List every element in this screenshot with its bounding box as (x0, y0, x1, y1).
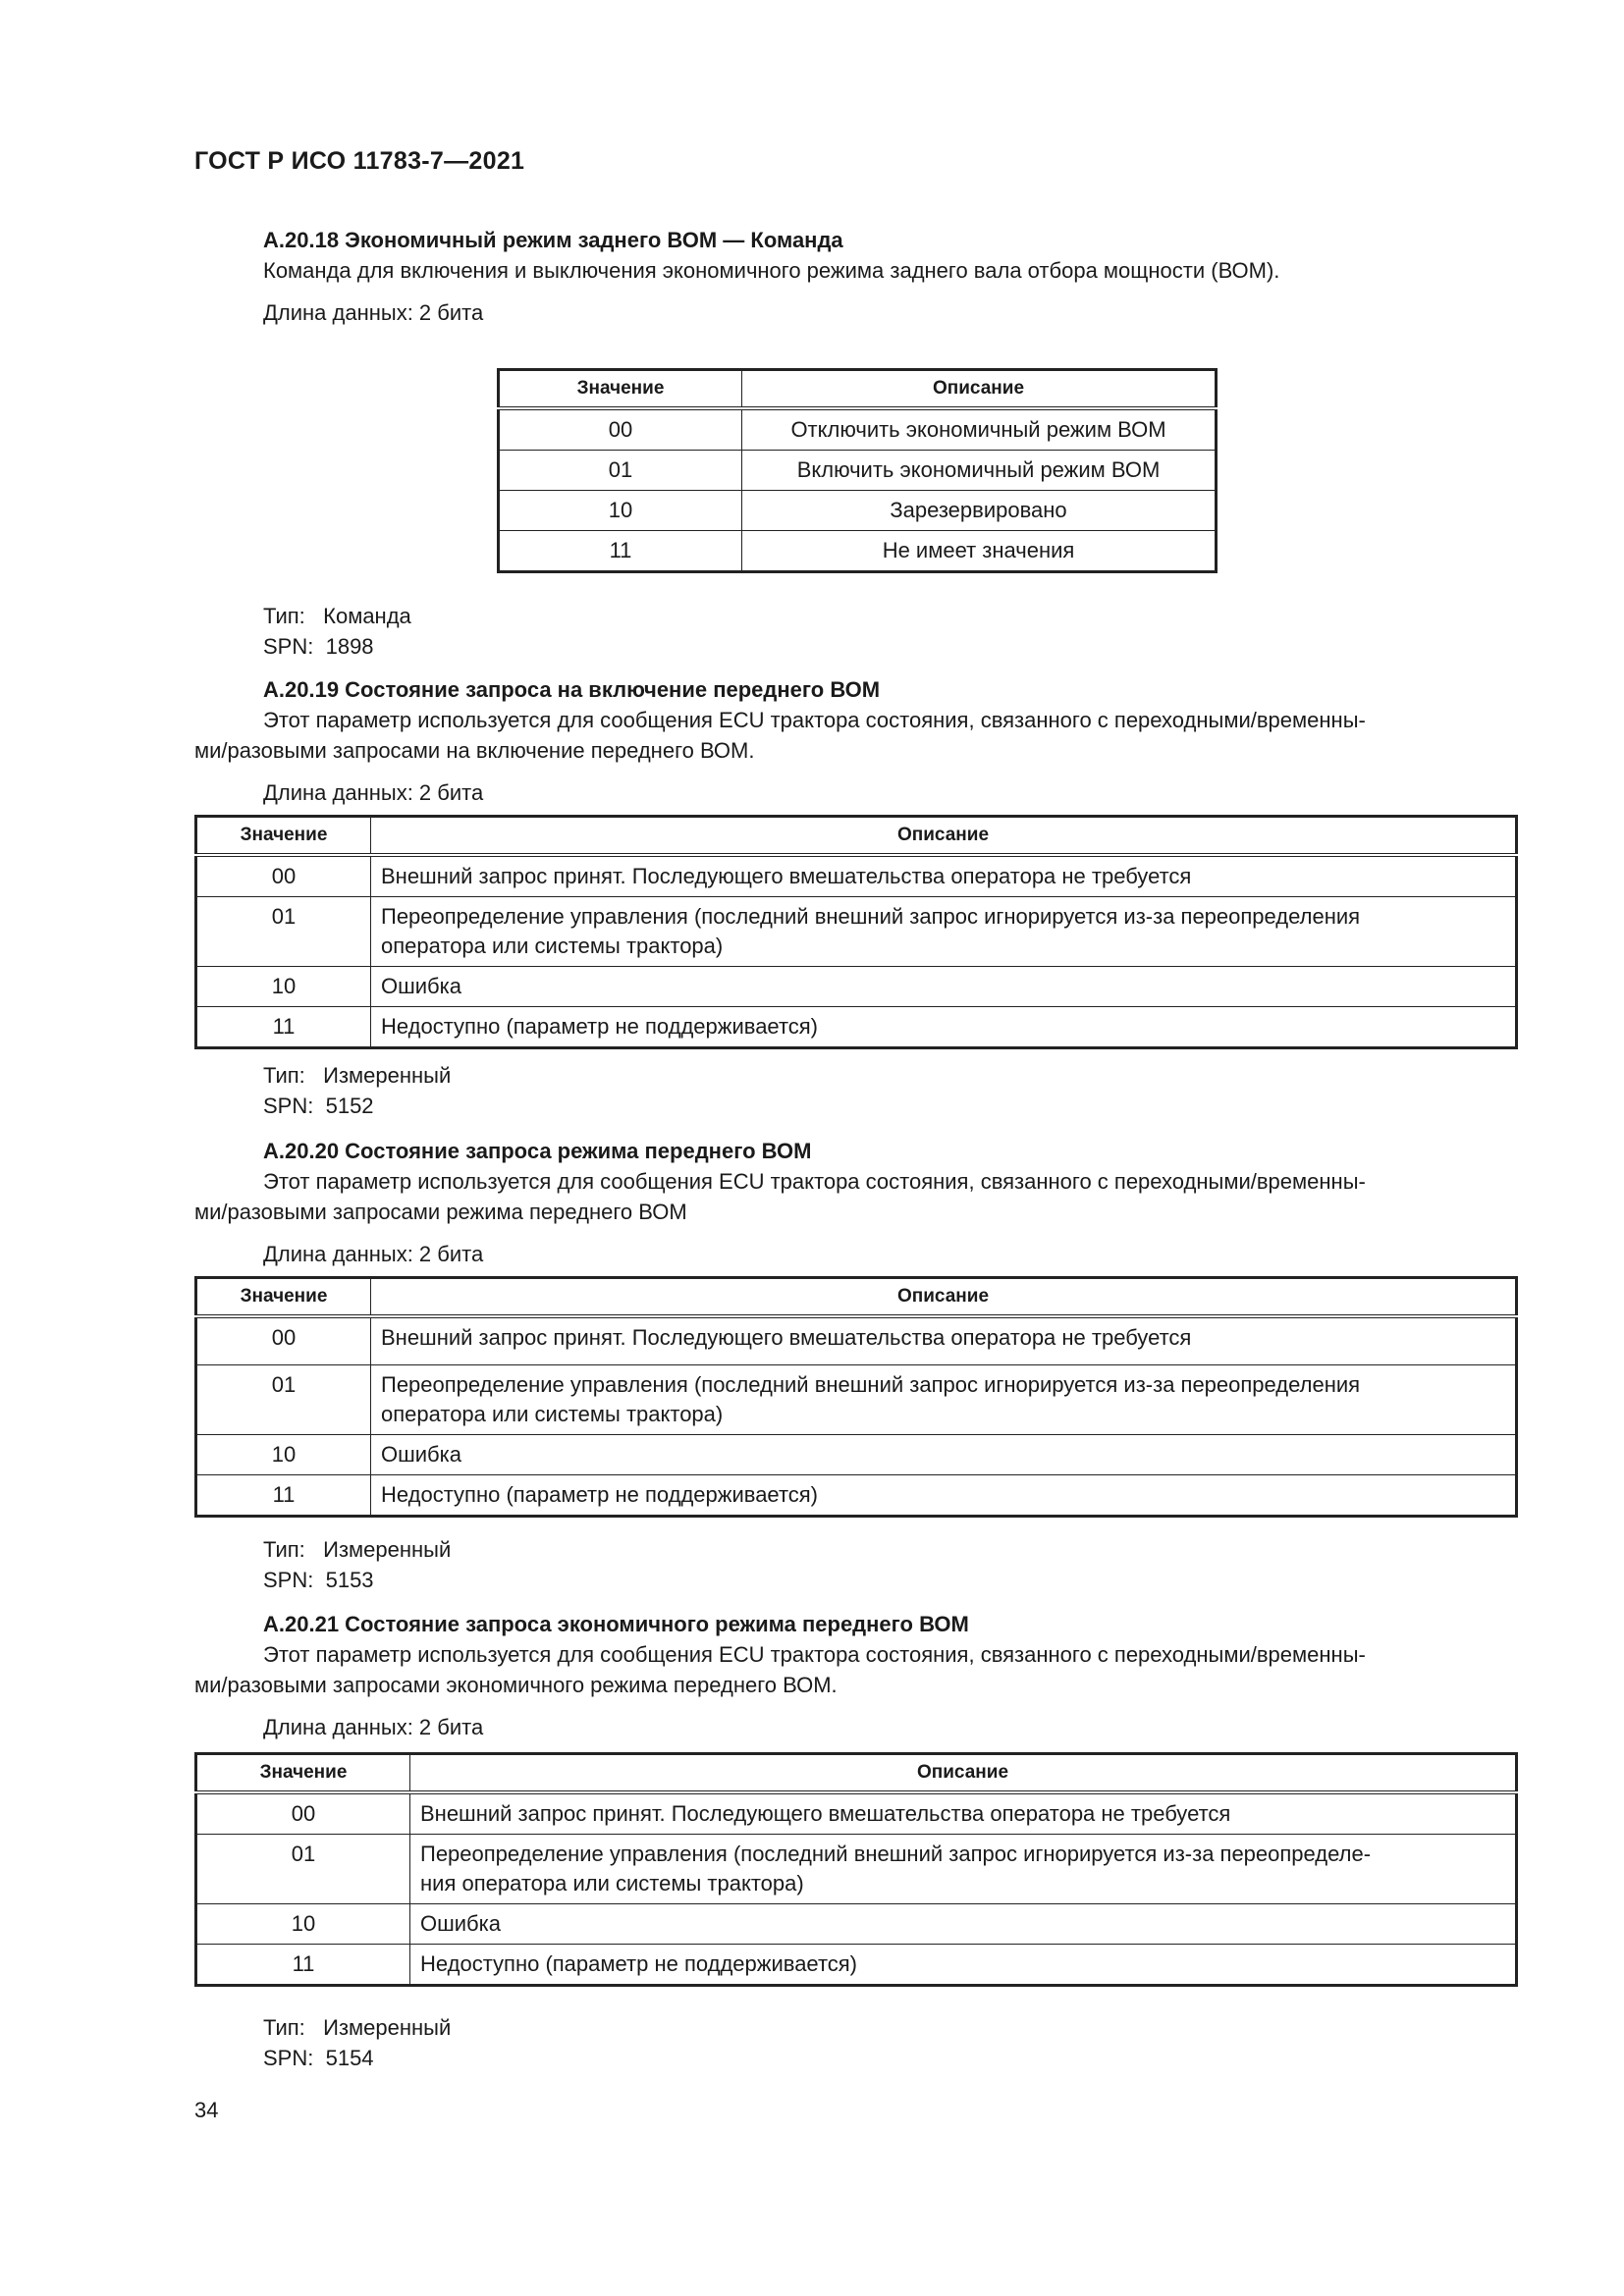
cell-value: 00 (499, 408, 742, 451)
cell-value: 11 (499, 531, 742, 572)
col-header-value: Значение (499, 370, 742, 409)
value-table-a2021 (194, 1752, 1518, 1987)
cell-desc-line1: Переопределение управления (последний внешний запрос игнорируется из-за переопределения (381, 904, 1361, 929)
section-title: А.20.19 Состояние запроса на включение переднего ВОМ (263, 677, 881, 702)
section-title: А.20.18 Экономичный режим заднего ВОМ — Команда (263, 228, 843, 252)
table-row (196, 1835, 1517, 1904)
type-label: Тип: (263, 1537, 305, 1562)
page-number: 34 (194, 2098, 219, 2122)
cell-desc (371, 897, 1517, 967)
section-text-line1: Этот параметр используется для сообщения ECU трактора состояния, связанного с переходными/временны- (263, 1642, 1366, 1667)
table-header-row (499, 370, 1217, 409)
section-a2018 (263, 226, 1530, 328)
spn-label: SPN: (263, 2046, 314, 2070)
table-row (196, 1792, 1517, 1835)
cell-desc: Недоступно (параметр не поддерживается) (410, 1945, 1517, 1986)
cell-desc: Недоступно (параметр не поддерживается) (371, 1007, 1517, 1048)
cell-desc: Ошибка (371, 1435, 1517, 1475)
cell-value: 00 (196, 1792, 410, 1835)
cell-desc: Ошибка (410, 1904, 1517, 1945)
type-label: Тип: (263, 2015, 305, 2040)
col-header-desc: Описание (371, 1278, 1517, 1317)
cell-desc-line2: ния оператора или системы трактора) (420, 1871, 804, 1896)
type-label: Тип: (263, 604, 305, 628)
cell-value: 11 (196, 1007, 371, 1048)
col-header-desc: Описание (371, 817, 1517, 856)
cell-desc: Зарезервировано (742, 491, 1217, 531)
col-header-desc: Описание (410, 1754, 1517, 1793)
section-text-line2: ми/разовыми запросами на включение переднего ВОМ. (194, 738, 755, 763)
cell-desc (410, 1835, 1517, 1904)
cell-desc: Отключить экономичный режим ВОМ (742, 408, 1217, 451)
type-label: Тип: (263, 1063, 305, 1088)
cell-desc-line1: Переопределение управления (последний внешний запрос игнорируется из-за переопределения (381, 1372, 1361, 1397)
col-header-value: Значение (196, 1754, 410, 1793)
section-a2021 (194, 1610, 1530, 1742)
data-length: Длина данных: 2 бита (263, 300, 484, 325)
cell-desc: Включить экономичный режим ВОМ (742, 451, 1217, 491)
section-text: Команда для включения и выключения экономичного режима заднего вала отбора мощности (ВОМ). (263, 258, 1280, 283)
cell-desc: Внешний запрос принят. Последующего вмешательства оператора не требуется (410, 1792, 1517, 1835)
col-header-desc: Описание (742, 370, 1217, 409)
table-row (196, 1365, 1517, 1435)
table-header-row (196, 1754, 1517, 1793)
cell-desc-line2: оператора или системы трактора) (381, 934, 724, 958)
section-text-line2: ми/разовыми запросами режима переднего ВОМ (194, 1200, 687, 1224)
section-a2020 (194, 1137, 1530, 1269)
cell-value: 11 (196, 1475, 371, 1517)
type-value: Измеренный (323, 2015, 452, 2040)
col-header-value: Значение (196, 1278, 371, 1317)
data-length: Длина данных: 2 бита (263, 1715, 484, 1739)
document-header: ГОСТ Р ИСО 11783-7—2021 (194, 147, 525, 175)
spn-value: 1898 (325, 634, 374, 659)
table-row (499, 531, 1217, 572)
table-row (196, 1316, 1517, 1365)
table-row (196, 1945, 1517, 1986)
table-row (196, 1435, 1517, 1475)
section-text-line1: Этот параметр используется для сообщения ECU трактора состояния, связанного с переходными/временны- (263, 708, 1366, 732)
type-value: Измеренный (323, 1063, 452, 1088)
table-row (499, 491, 1217, 531)
cell-value: 01 (196, 1365, 371, 1435)
cell-desc-line1: Переопределение управления (последний внешний запрос игнорируется из-за переопределе- (420, 1842, 1372, 1866)
section-text-line2: ми/разовыми запросами экономичного режима переднего ВОМ. (194, 1673, 838, 1697)
table-row (499, 408, 1217, 451)
spn-value: 5153 (325, 1568, 374, 1592)
table-row (196, 1904, 1517, 1945)
cell-desc: Внешний запрос принят. Последующего вмешательства оператора не требуется (371, 1316, 1517, 1365)
cell-value: 01 (499, 451, 742, 491)
spn-label: SPN: (263, 1568, 314, 1592)
section-a2019 (194, 675, 1530, 808)
value-table-a2019 (194, 815, 1518, 1049)
table-header-row (196, 817, 1517, 856)
table-row (196, 897, 1517, 967)
cell-value: 11 (196, 1945, 410, 1986)
cell-value: 01 (196, 897, 371, 967)
cell-desc: Ошибка (371, 967, 1517, 1007)
cell-value: 10 (196, 1435, 371, 1475)
section-title: А.20.20 Состояние запроса режима переднего ВОМ (263, 1139, 812, 1163)
table-row (196, 1007, 1517, 1048)
type-spn-a2020 (263, 1534, 451, 1595)
table-header-row (196, 1278, 1517, 1317)
cell-desc: Не имеет значения (742, 531, 1217, 572)
table-row (196, 855, 1517, 897)
cell-value: 00 (196, 855, 371, 897)
type-spn-a2018 (263, 601, 411, 662)
cell-desc: Внешний запрос принят. Последующего вмешательства оператора не требуется (371, 855, 1517, 897)
cell-value: 01 (196, 1835, 410, 1904)
spn-label: SPN: (263, 634, 314, 659)
section-title: А.20.21 Состояние запроса экономичного режима переднего ВОМ (263, 1612, 969, 1636)
value-table-a2018 (497, 368, 1218, 573)
section-text-line1: Этот параметр используется для сообщения ECU трактора состояния, связанного с переходными/временны- (263, 1169, 1366, 1194)
cell-desc-line2: оператора или системы трактора) (381, 1402, 724, 1426)
table-row (196, 1475, 1517, 1517)
type-spn-a2021 (263, 2012, 451, 2073)
type-value: Измеренный (323, 1537, 452, 1562)
col-header-value: Значение (196, 817, 371, 856)
type-spn-a2019 (263, 1060, 451, 1121)
cell-value: 00 (196, 1316, 371, 1365)
cell-desc: Недоступно (параметр не поддерживается) (371, 1475, 1517, 1517)
spn-value: 5152 (325, 1094, 374, 1118)
type-value: Команда (323, 604, 411, 628)
value-table-a2020 (194, 1276, 1518, 1518)
data-length: Длина данных: 2 бита (263, 780, 484, 805)
data-length: Длина данных: 2 бита (263, 1242, 484, 1266)
spn-label: SPN: (263, 1094, 314, 1118)
table-row (499, 451, 1217, 491)
spn-value: 5154 (325, 2046, 374, 2070)
cell-value: 10 (196, 967, 371, 1007)
table-row (196, 967, 1517, 1007)
cell-value: 10 (196, 1904, 410, 1945)
cell-desc (371, 1365, 1517, 1435)
cell-value: 10 (499, 491, 742, 531)
